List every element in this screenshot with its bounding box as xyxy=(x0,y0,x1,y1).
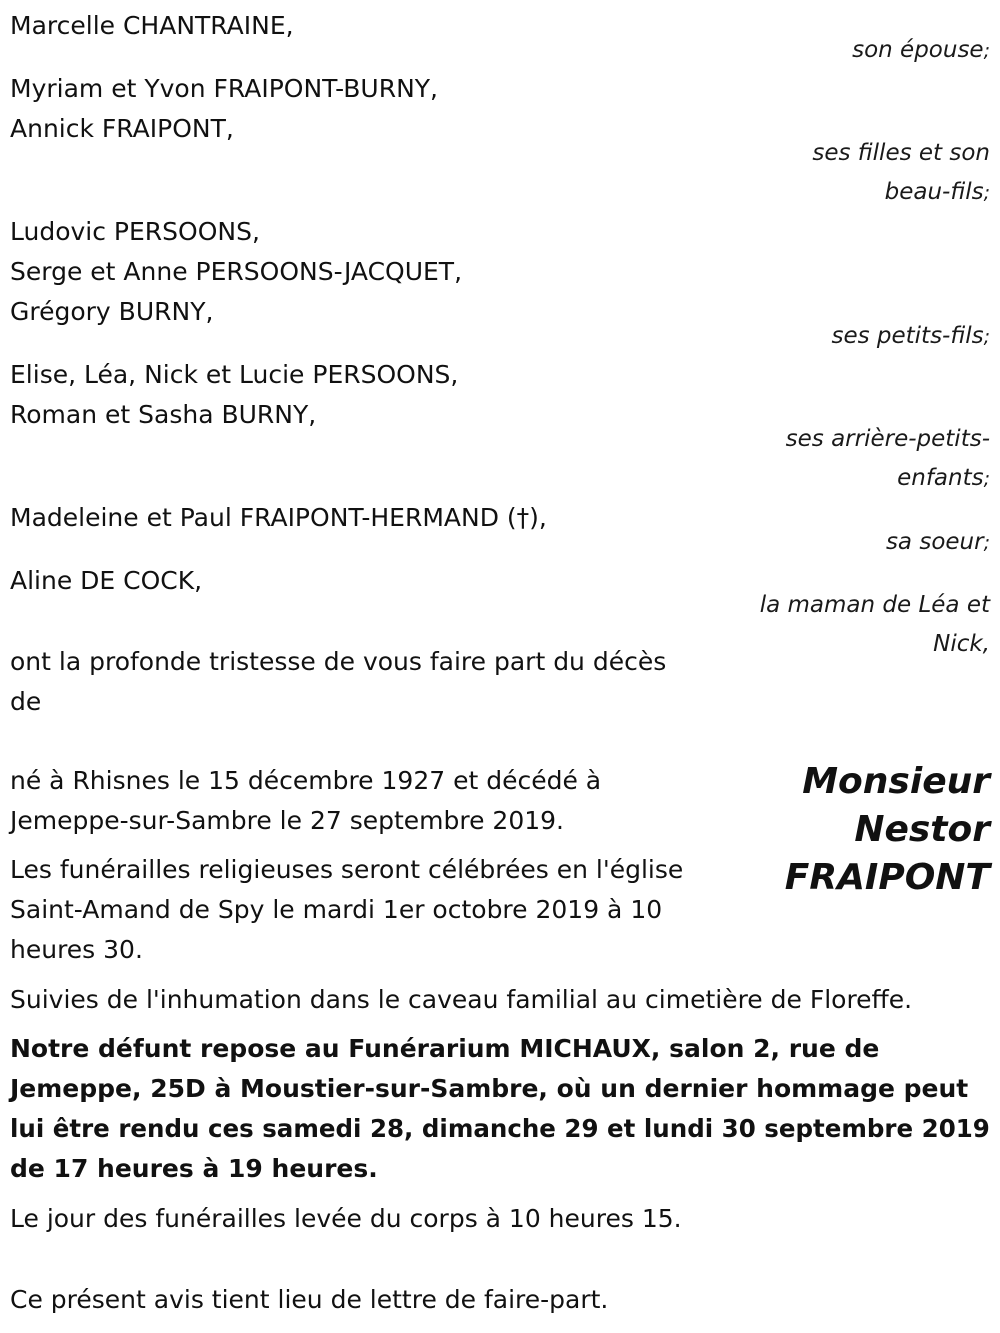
deceased-first-name: Nestor xyxy=(854,809,990,850)
funeral-line-2: Saint-Amand de Spy le mardi 1er octobre 2019 à 10 xyxy=(10,895,663,924)
family-grandson-name-3: Grégory BURNY, xyxy=(10,297,214,326)
family-great-grandchildren-name-1: Elise, Léa, Nick et Lucie PERSOONS, xyxy=(10,360,459,389)
funeral-line-3: heures 30. xyxy=(10,935,143,964)
birth-death-line-1: né à Rhisnes le 15 décembre 1927 et décédé à xyxy=(10,766,602,795)
visitation-line-2: Jemeppe, 25D à Moustier-sur-Sambre, où un dernier hommage peut xyxy=(10,1074,969,1103)
family-grandsons-relation: ses petits-fils; xyxy=(831,323,990,349)
family-daughter-name-1: Myriam et Yvon FRAIPONT-BURNY, xyxy=(10,74,439,103)
visitation-line-4: de 17 heures à 19 heures. xyxy=(10,1154,378,1183)
deceased-last-name: FRAIPONT xyxy=(784,857,990,898)
family-daughter-name-2: Annick FRAIPONT, xyxy=(10,114,234,143)
family-sister-relation: sa soeur; xyxy=(885,529,990,555)
family-great-grandchildren-name-2: Roman et Sasha BURNY, xyxy=(10,400,317,429)
family-spouse-relation: son épouse; xyxy=(852,37,990,63)
birth-death-line-2: Jemeppe-sur-Sambre le 27 septembre 2019. xyxy=(10,806,565,835)
visitation-line-1: Notre défunt repose au Funérarium MICHAUX, salon 2, rue de xyxy=(10,1034,880,1063)
family-mother-of-children-name: Aline DE COCK, xyxy=(10,566,203,595)
closing-text: Ce présent avis tient lieu de lettre de faire-part. xyxy=(10,1285,609,1314)
family-sister-name: Madeleine et Paul FRAIPONT-HERMAND (†), xyxy=(10,503,547,532)
visitation-line-3: lui être rendu ces samedi 28, dimanche 29 et lundi 30 septembre 2019 xyxy=(10,1114,990,1143)
family-grandson-name-2: Serge et Anne PERSOONS-JACQUET, xyxy=(10,257,463,286)
deceased-title: Monsieur xyxy=(802,761,990,802)
family-mother-of-children-relation-line-1: la maman de Léa et xyxy=(759,592,990,618)
procession-text: Le jour des funérailles levée du corps à 10 heures 15. xyxy=(10,1204,682,1233)
family-great-grandchildren-relation-line-1: ses arrière-petits- xyxy=(785,426,990,452)
burial-text: Suivies de l'inhumation dans le caveau familial au cimetière de Floreffe. xyxy=(10,985,913,1014)
family-spouse-name: Marcelle CHANTRAINE, xyxy=(10,11,294,40)
family-daughters-relation-line-2: beau-fils; xyxy=(884,179,990,205)
family-great-grandchildren-relation-line-2: enfants; xyxy=(897,465,990,491)
announcement-line-2: de xyxy=(10,687,42,716)
announcement-line-1: ont la profonde tristesse de vous faire part du décès xyxy=(10,647,667,676)
family-daughters-relation-line-1: ses filles et son xyxy=(812,140,990,166)
family-grandson-name-1: Ludovic PERSOONS, xyxy=(10,217,260,246)
family-mother-of-children-relation-line-2: Nick, xyxy=(933,631,990,657)
funeral-line-1: Les funérailles religieuses seront célébrées en l'église xyxy=(10,855,684,884)
